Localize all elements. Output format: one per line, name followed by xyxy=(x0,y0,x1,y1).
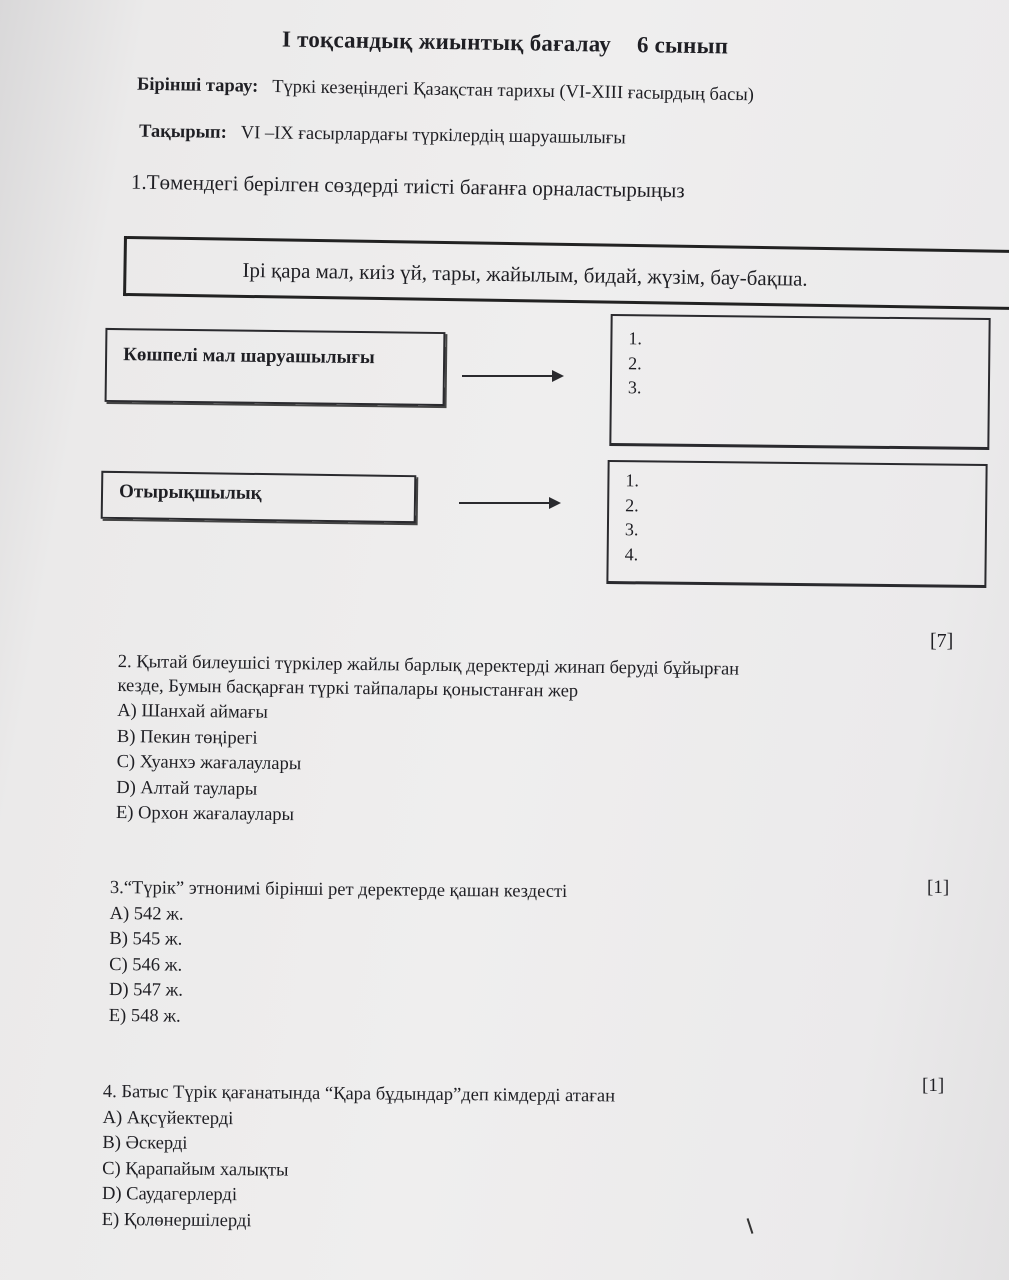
answer-slot[interactable]: 3. xyxy=(627,377,642,398)
answer-option[interactable]: C) Қарапайым халықты xyxy=(102,1158,289,1181)
arrow-right-icon xyxy=(462,375,562,377)
answer-option[interactable]: A) 542 ж. xyxy=(109,903,184,925)
answer-slot[interactable]: 1. xyxy=(625,470,640,491)
page-title xyxy=(282,26,729,59)
topic-value: VI –IX ғасырлардағы түркілердің шаруашылығы xyxy=(240,123,626,149)
answer-box-settled[interactable] xyxy=(606,460,987,588)
answer-slot[interactable]: 2. xyxy=(625,494,639,515)
question-3-stem: 3.“Түрік” этнонимі бірінші рет деректерде қашан кездесті xyxy=(109,877,568,902)
answer-slot[interactable]: 3. xyxy=(624,519,639,540)
answer-box-nomadic[interactable] xyxy=(609,314,990,450)
answer-option[interactable]: C) 546 ж. xyxy=(109,954,183,976)
question-2 xyxy=(116,650,739,834)
question-4 xyxy=(102,1080,615,1237)
answer-option[interactable]: B) Пекин төңірегі xyxy=(116,726,258,749)
pen-mark xyxy=(747,1218,754,1234)
question-2-options xyxy=(116,699,739,834)
category-nomadic-label: Көшпелі мал шаруашылығы xyxy=(123,344,375,369)
category-settled-box xyxy=(101,471,417,523)
question-4-stem: 4. Батыс Түрік қағанатында “Қара бұдындар”деп кімдерді атаған xyxy=(102,1081,616,1107)
answer-option[interactable]: B) Әскерді xyxy=(102,1132,188,1154)
word-bank-box xyxy=(123,236,1009,310)
answer-option[interactable]: A) Ақсүйектерді xyxy=(102,1107,234,1129)
category-nomadic-box xyxy=(105,328,446,406)
answer-option[interactable]: E) Орхон жағалаулары xyxy=(115,802,295,826)
answer-option[interactable]: E) Қолөнершілерді xyxy=(101,1209,252,1231)
question-2-stem-line2: кезде, Бумын басқарған түркі тайпалары қоныстанған жер xyxy=(117,675,579,702)
answer-option[interactable]: E) 548 ж. xyxy=(108,1005,181,1027)
section-line xyxy=(137,75,754,107)
question-3-options xyxy=(109,901,567,1032)
question-3-score: [1] xyxy=(922,1075,945,1096)
answer-option[interactable]: B) 545 ж. xyxy=(109,928,183,950)
word-bank-text: Ірі қара мал, киіз үй, тары, жайылым, бидай, жүзім, бау-бақша. xyxy=(242,257,808,291)
section-value: Түркі кезеңіндегі Қазақстан тарихы (VI-XIII ғасырдың басы) xyxy=(272,76,755,106)
task1-prompt: 1.Төмендегі берілген сөздерді тиісті бағанға орналастырыңыз xyxy=(130,169,685,203)
arrow-right-icon xyxy=(459,502,559,504)
question-4-options xyxy=(102,1105,615,1237)
answer-list-nomadic xyxy=(628,326,642,400)
topic-label: Тақырып: xyxy=(138,121,227,143)
answer-list-settled xyxy=(625,468,640,566)
answer-slot[interactable]: 2. xyxy=(628,352,642,373)
answer-slot[interactable]: 4. xyxy=(624,543,639,564)
answer-option[interactable]: D) 547 ж. xyxy=(108,979,184,1001)
answer-option[interactable]: D) Саудагерлерді xyxy=(101,1183,238,1206)
category-settled-label: Отырықшылық xyxy=(118,481,262,505)
topic-line xyxy=(139,122,626,150)
assessment-title: I тоқсандық жиынтық бағалау xyxy=(281,26,612,57)
section-label: Бірінші тарау: xyxy=(136,74,259,97)
answer-option[interactable]: D) Алтай таулары xyxy=(116,777,258,800)
grade-label: 6 сынып xyxy=(636,32,729,59)
answer-option[interactable]: A) Шанхай аймағы xyxy=(117,700,268,723)
question-2-stem-line1: 2. Қытай билеушісі түркілер жайлы барлық деректерді жинап беруді бұйырған xyxy=(117,651,740,680)
answer-slot[interactable]: 1. xyxy=(628,328,643,349)
question-3 xyxy=(109,876,568,1033)
question-2-score: [1] xyxy=(927,877,950,898)
task1-score: [7] xyxy=(930,630,954,652)
answer-option[interactable]: C) Хуанхэ жағалаулары xyxy=(116,751,302,775)
